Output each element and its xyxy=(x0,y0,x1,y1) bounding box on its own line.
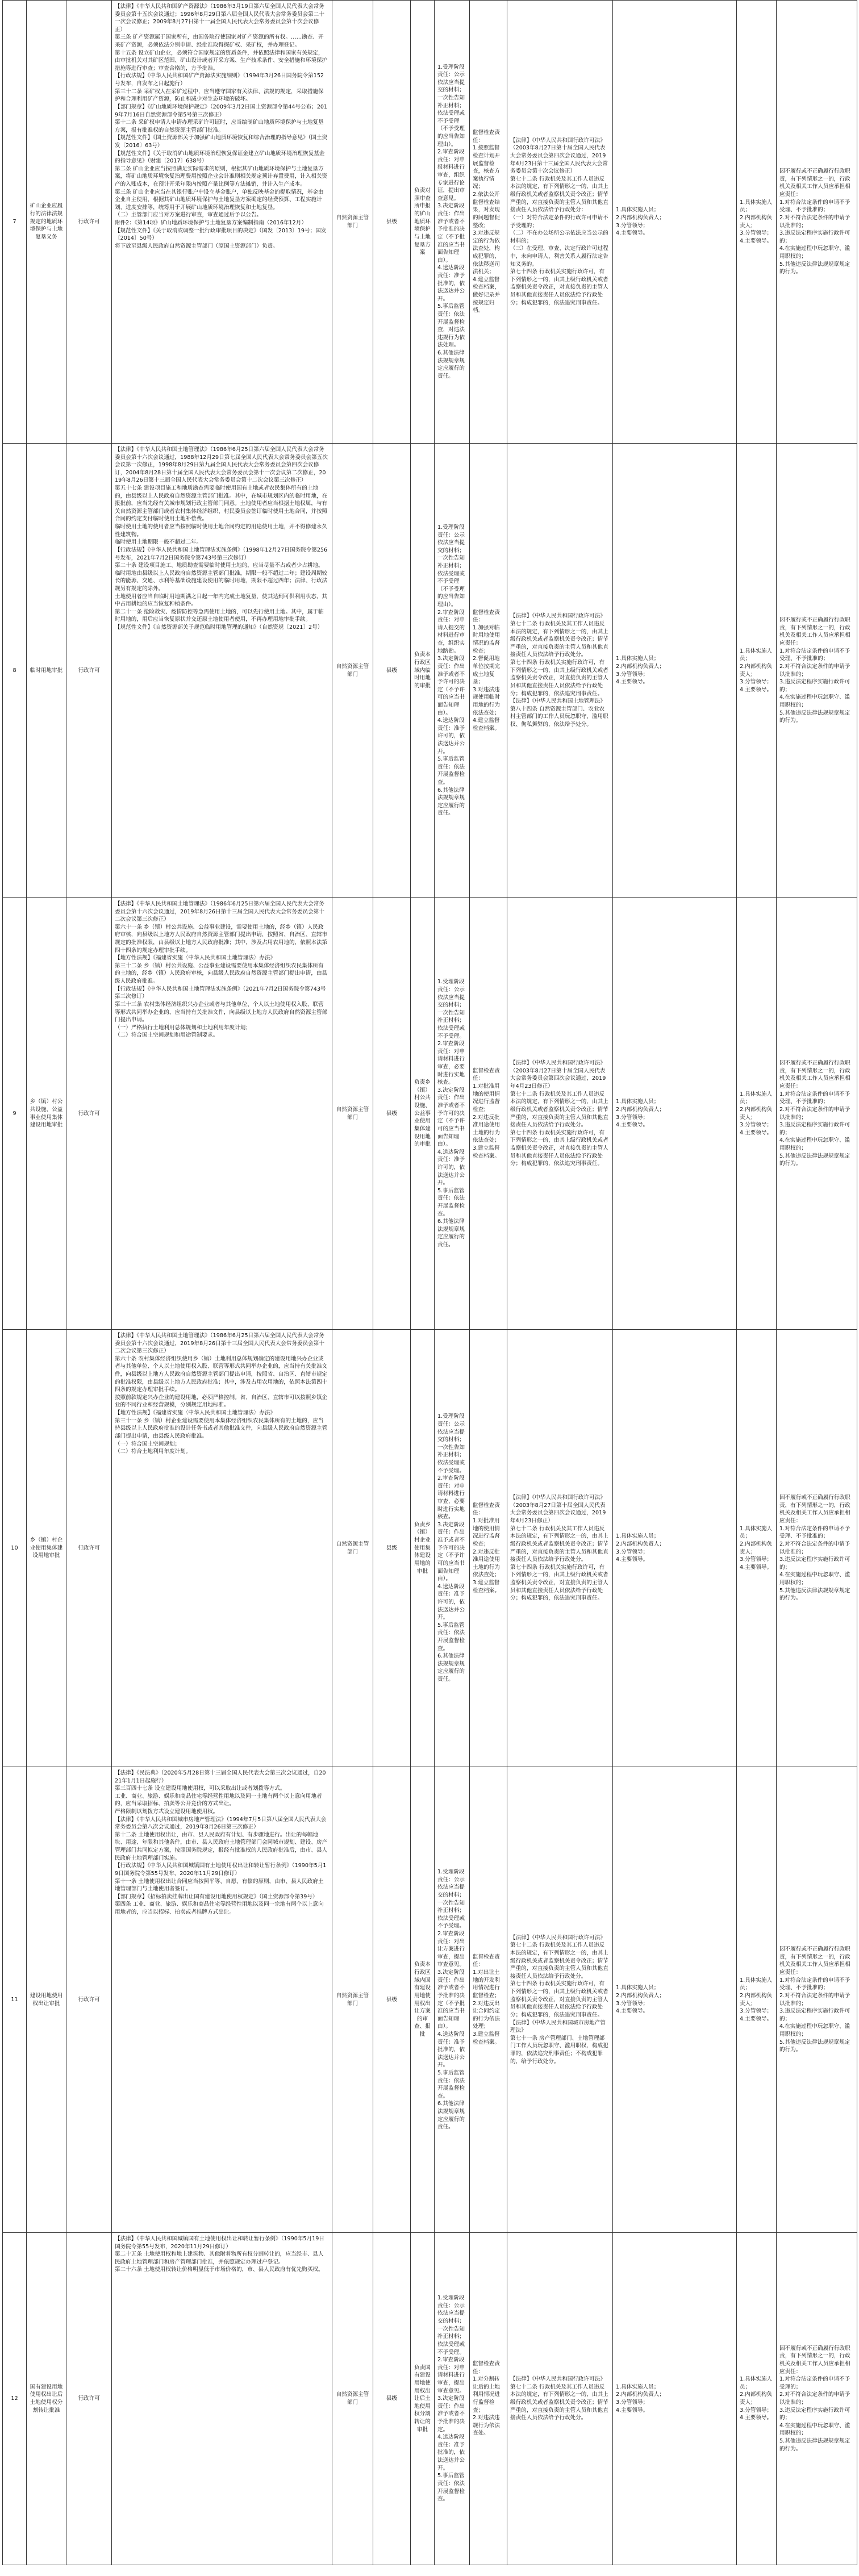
responsibility-content: 1.受理阶段责任：公示依法应当提交的材料；一次性告知补正材料；依法受理或不予受理（不予受理的应当告知理由）。 2.审查阶段责任：对申报材料进行审查，组织专家进行论证，提出审查意见。 3.决定阶段责任：作出准予或者不予批准的决定（不予批准的应当书面告知理由）。 4.送达阶段责任：准予批准的，依法送达并公开。 5.事后监管责任：依法开展监督检查，对违法违规行为依法处理。 6.其他法律法规规章规定应履行的责任。 xyxy=(435,1,470,444)
responsible-level: 县级 xyxy=(373,2233,411,2565)
supervision-duty: 监督检查责任： 1.对分割转让后的土地利用情况进行监督检查； 2.对违法违规行为依法查处。 xyxy=(470,2233,507,2565)
legal-basis: 【法律】《中华人民共和国矿产资源法》（1986年3月19日第六届全国人民代表大会常务委员会第十五次会议通过；1996年8月29日第八届全国人民代表大会常务委员会第二十一次会议修正；2009年8月27日第十一届全国人民代表大会常务委员会第十次会议修正） 第三条 矿产资源属于国家所有，由国务院行使国家对矿产资源的所有权。……勘查、开采矿产资源，必须依法分别申请、经批准取得探矿权、采矿权，并办理登记。 第十五条 设立矿山企业，必须符合国家规定的资质条件，并依照法律和国家有关规定，由审批机关对其矿区范围、矿山设计或者开采方案、生产技术条件、安全措施和环境保护措施等进行审查；审查合格的，方予批准。 【行政法规】《中华人民共和国矿产资源法实施细则》（1994年3月26日国务院令第152号发布，自发布之日起施行） 第三十二条 采矿权人在采矿过程中，应当遵守国家有关法律、法规的规定，采取措施保护和合理利用矿产资源，防止和减少对生态环境的破坏。 【部门规章】《矿山地质环境保护规定》（2009年3月2日国土资源部令第44号公布；2019年7月16日自然资源部令第5号第三次修正） 第十二条 采矿权申请人申请办理采矿许可证时，应当编制矿山地质环境保护与土地复垦方案，报有批准权的自然资源主管部门批准。 【规范性文件】《国土资源部关于加强矿山地质环境恢复和综合治理的指导意见》（国土资发〔2016〕63号） 【规范性文件】《关于取消矿山地质环境治理恢复保证金建立矿山地质环境治理恢复基金的指导意见》（财建〔2017〕638号） 第二条 矿山企业应当按照满足实际需求的原则，根据其矿山地质环境保护与土地复垦方案，将矿山地质环境恢复治理费用按照企业会计准则相关规定预计弃置费用，计入相关资产的入账成本，在预计开采年限内按照产量比例等方法摊销，并计入生产成本。 第三条 矿山企业应当在其银行账户中设立基金账户，单独反映基金的提取情况，基金由企业自主使用，根据其矿山地质环境保护与土地复垦方案确定的经费预算、工程实施计划、进度安排等，统筹用于开展矿山地质环境治理恢复和土地复垦。 （二）主管部门应当对方案进行审查，审查通过后予以公告。 附件2：《第14项》矿山地质环境保护与土地复垦方案编制指南（2016年12月） 【规范性文件】《关于取消或调整一批行政审批项目的决定》（国发〔2013〕19号；国发〔2014〕50号） 将下放至县级人民政府自然资源主管部门（原国土资源部门）负责。 xyxy=(112,1,332,444)
consequence: 因不履行或不正确履行行政职责，有下列情形之一的，行政机关及相关工作人员应承担相应责任： 1.对符合法定条件的申请不予受理、不予批准的； 2.对不符合法定条件的申请予以批准的； 3.违反法定程序实施行政许可的； 4.在实施过程中玩忽职守、滥用职权的； 5.其他违反法律法规规章规定的行为。 xyxy=(777,1,857,444)
consequence: 因不履行或不正确履行行政职责，有下列情形之一的，行政机关及相关工作人员应承担相应责任： 1.对符合法定条件的申请不予受理、不予批准的； 2.对不符合法定条件的申请予以批准的； 3.违反法定程序实施行政许可的； 4.在实施过程中玩忽职守、滥用职权的； 5.其他违反法律法规规章规定的行为。 xyxy=(777,898,857,1330)
responsible-persons: 1.具体实施人员； 2.内部机构负责人； 3.分管领导； 4.主要领导。 xyxy=(737,1330,777,1767)
remedy: 1.具体实施人员； 2.内部机构负责人； 3.分管领导； 4.主要领导。 xyxy=(613,1767,737,2233)
responsible-persons: 1.具体实施人员； 2.内部机构负责人； 3.分管领导； 4.主要领导。 xyxy=(737,1767,777,2233)
responsible-subject: 自然资源主管部门 xyxy=(332,2233,373,2565)
accountability-basis: 【法律】《中华人民共和国行政许可法》（2003年8月27日第十届全国人民代表大会常务委员会第四次会议通过，2019年4月23日修正） 第七十二条 行政机关及其工作人员违反本法的规定，有下列情形之一的，由其上级行政机关或者监察机关责令改正；情节严重的，对直接负责的主管人员和其他直接责任人员依法给予行政处分。 第七十四条 行政机关实施行政许可，有下列情形之一的，由其上级行政机关或者监察机关责令改正，对直接负责的主管人员和其他直接责任人员依法给予行政处分；构成犯罪的，依法追究刑事责任。 xyxy=(507,1330,613,1767)
legal-basis: 【法律】《中华人民共和国土地管理法》（1986年6月25日第六届全国人民代表大会常务委员会第十六次会议通过，2019年8月26日第十三届全国人民代表大会常务委员会第十二次会议第三次修正） 第六十一条 乡（镇）村公共设施、公益事业建设，需要使用土地的，经乡（镇）人民政府审核，向县级以上地方人民政府自然资源主管部门提出申请，按照省、自治区、直辖市规定的批准权限，由县级以上地方人民政府批准；其中，涉及占用农用地的，依照本法第四十四条的规定办理审批手续。 【地方性法规】《福建省实施〈中华人民共和国土地管理法〉办法》 第三十二条 乡（镇）村公共设施、公益事业建设需要使用本集体经济组织农民集体所有的土地的，经乡（镇）人民政府审核，向县级人民政府自然资源主管部门提出申请，由县级人民政府批准。 【行政法规】《中华人民共和国土地管理法实施条例》（2021年7月2日国务院令第743号第三次修订） 第三十三条 农村集体经济组织兴办企业或者与其他单位、个人以土地使用权入股、联营等形式共同举办企业的，应当持有关批准文件，向县级以上地方人民政府自然资源主管部门提出申请。 （一）严格执行土地利用总体规划和土地利用年度计划； （二）符合国土空间规划和用途管制要求。 xyxy=(112,898,332,1330)
remedy: 1.具体实施人员； 2.内部机构负责人； 3.分管领导； 4.主要领导。 xyxy=(613,898,737,1330)
accountability-basis: 【法律】《中华人民共和国行政许可法》（2003年8月27日第十届全国人民代表大会常务委员会第四次会议通过，2019年4月23日第十三届全国人民代表大会常务委员会第十次会议修正） 第七十二条 行政机关及其工作人员违反本法的规定，有下列情形之一的，由其上级行政机关或者监察机关责令改正；情节严重的，对直接负责的主管人员和其他直接责任人员依法给予行政处分： （一）对符合法定条件的行政许可申请不予受理的； （二）不在办公场所公示依法应当公示的材料的； （三）在受理、审查、决定行政许可过程中，未向申请人、利害关系人履行法定告知义务的。 第七十四条 行政机关实施行政许可，有下列情形之一的，由其上级行政机关或者监察机关责令改正，对直接负责的主管人员和其他直接责任人员依法给予行政处分；构成犯罪的，依法追究刑事责任。 xyxy=(507,1,613,444)
legal-basis: 【法律】《中华人民共和国土地管理法》（1986年6月25日第六届全国人民代表大会常务委员会第十六次会议通过，1988年12月29日第七届全国人民代表大会常务委员会第五次会议第一次修正，1998年8月29日第九届全国人民代表大会常务委员会第四次会议修订，2004年8月28日第十届全国人民代表大会常务委员会第十一次会议第二次修正，2019年8月26日第十三届全国人民代表大会常务委员会第十二次会议第三次修正） 第五十七条 建设项目施工和地质勘查需要临时使用国有土地或者农民集体所有的土地的，由县级以上人民政府自然资源主管部门批准。其中，在城市规划区内的临时用地，在报批前，应当先经有关城市规划行政主管部门同意。土地使用者应当根据土地权属，与有关自然资源主管部门或者农村集体经济组织、村民委员会签订临时使用土地合同，并按照合同的约定支付临时使用土地补偿费。 临时使用土地的使用者应当按照临时使用土地合同约定的用途使用土地，并不得修建永久性建筑物。 临时使用土地期限一般不超过二年。 【行政法规】《中华人民共和国土地管理法实施条例》（1998年12月27日国务院令第256号发布，2021年7月2日国务院令第743号第三次修订） 第二十条 建设项目施工、地质勘查需要临时使用土地的，应当尽量不占或者少占耕地。 临时用地由县级以上人民政府自然资源主管部门批准，期限一般不超过二年；建设周期较长的能源、交通、水利等基础设施建设使用的临时用地，期限不超过四年；法律、行政法规另有规定的除外。 土地使用者应当自临时用地期满之日起一年内完成土地复垦，使其达到可供利用状态，其中占用耕地的应当恢复种植条件。 第二十一条 抢险救灾、疫情防控等急需使用土地的，可以先行使用土地。其中，属于临时用地的，用后应当恢复原状并交还原土地使用者使用，不再办理用地审批手续。 【规范性文件】《自然资源部关于规范临时用地管理的通知》（自然资规〔2021〕2号） xyxy=(112,444,332,898)
remedy: 1.具体实施人员； 2.内部机构负责人； 3.分管领导； 4.主要领导。 xyxy=(613,1330,737,1767)
remedy: 1.具体实施人员； 2.内部机构负责人； 3.分管领导； 4.主要领导。 xyxy=(613,444,737,898)
table-row xyxy=(3,1330,857,1767)
table-row xyxy=(3,1,857,444)
responsibility-content: 1.受理阶段责任：公示依法应当提交的材料；一次性告知补正材料；依法受理或不予受理。 2.审查阶段责任：对申请材料进行审查，必要时进行实地核查。 3.决定阶段责任：作出准予或者不予许可的决定（不予许可的应当书面告知理由）。 4.送达阶段责任：准予许可的，依法送达并公开。 5.事后监管责任：依法开展监督检查。 6.其他法律法规规章规定应履行的责任。 xyxy=(435,1330,470,1767)
responsible-level: 县级 xyxy=(373,1330,411,1767)
item-category: 行政许可 xyxy=(66,444,112,898)
item-category: 行政许可 xyxy=(66,1330,112,1767)
row-number: 7 xyxy=(3,1,27,444)
accountability-basis: 【法律】《中华人民共和国行政许可法》 第七十二条 行政机关及其工作人员违反本法的规定，有下列情形之一的，由其上级行政机关或者监察机关责令改正；情节严重的，对直接负责的主管人员和其他直接责任人员依法给予行政处分。 xyxy=(507,2233,613,2565)
item-name: 乡（镇）村企业使用集体建设用地审批 xyxy=(27,1330,66,1767)
supervision-duty: 监督检查责任： 1.对批准用地的使用情况进行监督检查； 2.对违反批准用途使用土地的行为依法查处； 3.建立监督检查档案。 xyxy=(470,898,507,1330)
item-name: 国有建设用地使用权出让后土地使用权分割转让批准 xyxy=(27,2233,66,2565)
responsible-level: 县级 xyxy=(373,898,411,1330)
accountability-basis: 【法律】《中华人民共和国行政许可法》（2003年8月27日第十届全国人民代表大会常务委员会第四次会议通过，2019年4月23日修正） 第七十二条 行政机关及其工作人员违反本法的规定，有下列情形之一的，由其上级行政机关或者监察机关责令改正；情节严重的，对直接负责的主管人员和其他直接责任人员依法给予行政处分。 第七十四条 行政机关实施行政许可，有下列情形之一的，由其上级行政机关或者监察机关责令改正，对直接负责的主管人员和其他直接责任人员依法给予行政处分；构成犯罪的，依法追究刑事责任。 xyxy=(507,898,613,1330)
responsible-subject: 自然资源主管部门 xyxy=(332,1767,373,2233)
responsible-subject: 自然资源主管部门 xyxy=(332,1330,373,1767)
responsible-subject: 自然资源主管部门 xyxy=(332,444,373,898)
responsible-target: 负责对照审查所申报的矿山地质环境保护与土地复垦方案 xyxy=(411,1,435,444)
responsible-target: 负责乡（镇）村公共设施、公益事业使用集体建设用地的审批 xyxy=(411,898,435,1330)
row-number: 8 xyxy=(3,444,27,898)
legal-basis: 【法律】《中华人民共和国土地管理法》（1986年6月25日第六届全国人民代表大会常务委员会第十六次会议通过，2019年8月26日第十三届全国人民代表大会常务委员会第十二次会议第三次修正） 第六十条 农村集体经济组织使用乡（镇）土地利用总体规划确定的建设用地兴办企业或者与其他单位、个人以土地使用权入股、联营等形式共同举办企业的，应当持有关批准文件，向县级以上地方人民政府自然资源主管部门提出申请，按照省、自治区、直辖市规定的批准权限，由县级以上地方人民政府批准；其中，涉及占用农用地的，依照本法第四十四条的规定办理审批手续。 按照前款规定兴办企业的建设用地，必须严格控制。省、自治区、直辖市可以按照乡镇企业的不同行业和经营规模，分别规定用地标准。 【地方性法规】《福建省实施〈中华人民共和国土地管理法〉办法》 第三十一条 乡（镇）村企业建设需要使用本集体经济组织农民集体所有的土地的，应当持县级以上人民政府批准的设计任务书或者其他批准文件，向县级人民政府自然资源主管部门提出申请，由县级人民政府批准。 （一）符合国土空间规划； （二）符合土地利用年度计划。 xyxy=(112,1330,332,1767)
supervision-duty: 监督检查责任： 1.按照监督检查计划开展监督检查，核查方案执行情况； 2.依法公开监督检查结果，对发现的问题督促整改； 3.对违反规定的行为依法查处，构成犯罪的，依法移送司法机关； 4.建立监督检查档案，做好记录并按规定归档。 xyxy=(470,1,507,444)
responsible-target: 负责本行政区域内国有建设用地使用权出让方案的审查、报批 xyxy=(411,1767,435,2233)
responsible-persons: 1.具体实施人员； 2.内部机构负责人； 3.分管领导； 4.主要领导。 xyxy=(737,898,777,1330)
row-number: 9 xyxy=(3,898,27,1330)
responsible-target: 负责国有建设用地使用权出让后土地使用权分割转让的审批 xyxy=(411,2233,435,2565)
accountability-basis: 【法律】《中华人民共和国行政许可法》 第七十二条 行政机关及其工作人员违反本法的规定，有下列情形之一的，由其上级行政机关或者监察机关责令改正；情节严重的，对直接负责的主管人员和其他直接责任人员依法给予行政处分。 第七十四条 行政机关实施行政许可，有下列情形之一的，由其上级行政机关或者监察机关责令改正，对直接负责的主管人员和其他直接责任人员依法给予行政处分；构成犯罪的，依法追究刑事责任。 【法律】《中华人民共和国土地管理法》 第八十四条 自然资源主管部门、农业农村主管部门的工作人员玩忽职守、滥用职权、徇私舞弊的，依法给予处分。 xyxy=(507,444,613,898)
table-row xyxy=(3,1767,857,2233)
item-category: 行政许可 xyxy=(66,898,112,1330)
item-category: 行政许可 xyxy=(66,1,112,444)
consequence: 因不履行或不正确履行行政职责，有下列情形之一的，行政机关及相关工作人员应承担相应责任： 1.对符合法定条件的申请不予受理、不予批准的； 2.对不符合法定条件的申请予以批准的； 3.违反法定程序实施行政许可的； 4.在实施过程中玩忽职守、滥用职权的； 5.其他违反法律法规规章规定的行为。 xyxy=(777,444,857,898)
responsible-persons: 1.具体实施人员； 2.内部机构负责人； 3.分管领导； 4.主要领导。 xyxy=(737,1,777,444)
responsible-subject: 自然资源主管部门 xyxy=(332,1,373,444)
item-name: 乡（镇）村公共设施、公益事业使用集体建设用地审批 xyxy=(27,898,66,1330)
item-category: 行政许可 xyxy=(66,1767,112,2233)
responsibility-content: 1.受理阶段责任：公示依法应当提交的材料；一次性告知补正材料；依法受理或不予受理（不予受理的应当告知理由）。 2.审查阶段责任：对申请人提交的材料进行审查，组织实地踏勘。 3.决定阶段责任：作出准予或者不予许可的决定（不予许可的应当书面告知理由）。 4.送达阶段责任：准予许可的，依法送达并公开。 5.事后监管责任：依法开展监督检查。 6.其他法律法规规章规定应履行的责任。 xyxy=(435,444,470,898)
item-category: 行政许可 xyxy=(66,2233,112,2565)
row-number: 11 xyxy=(3,1767,27,2233)
legal-basis: 【法律】《中华人民共和国城镇国有土地使用权出让和转让暂行条例》（1990年5月19日国务院令第55号发布，2020年11月29日修订） 第二十五条 土地使用权和地上建筑物、其他附着物所有权分割转让的，应当经市、县人民政府土地管理部门和房产管理部门批准，并依照规定办理过户登记。 第二十六条 土地使用权转让价格明显低于市场价格的，市、县人民政府有优先购买权。 xyxy=(112,2233,332,2565)
item-name: 矿山企业应履行的法律法规规定的地质环境保护与土地复垦义务 xyxy=(27,1,66,444)
item-name: 建设用地使用权出让审批 xyxy=(27,1767,66,2233)
table-row xyxy=(3,2233,857,2565)
consequence: 因不履行或不正确履行行政职责，有下列情形之一的，行政机关及相关工作人员应承担相应责任： 1.对符合法定条件的申请不予受理的； 2.对不符合法定条件的申请予以批准的； 3.违反法定程序实施行政许可的； 4.在实施过程中玩忽职守、滥用职权的； 5.其他违反法律法规规章规定的行为。 xyxy=(777,2233,857,2565)
consequence: 因不履行或不正确履行行政职责，有下列情形之一的，行政机关及相关工作人员应承担相应责任： 1.对符合法定条件的申请不予受理、不予批准的； 2.对不符合法定条件的申请予以批准的； 3.违反法定程序实施行政许可的； 4.在实施过程中玩忽职守、滥用职权的； 5.其他违反法律法规规章规定的行为。 xyxy=(777,1767,857,2233)
supervision-duty: 监督检查责任： 1.加强对临时用地使用情况的监督检查； 2.督促用地单位按期完成土地复垦； 3.对违法违规使用临时用地的行为依法查处； 4.建立监督检查档案。 xyxy=(470,444,507,898)
responsible-level: 县级 xyxy=(373,1,411,444)
table-row xyxy=(3,444,857,898)
row-number: 12 xyxy=(3,2233,27,2565)
responsible-level: 县级 xyxy=(373,444,411,898)
responsible-persons: 1.具体实施人员； 2.内部机构负责人； 3.分管领导； 4.主要领导。 xyxy=(737,444,777,898)
responsible-level: 县级 xyxy=(373,1767,411,2233)
supervision-duty: 监督检查责任： 1.对批准用地的使用情况进行监督检查； 2.对违反批准用途使用土地的行为依法查处； 3.建立监督检查档案。 xyxy=(470,1330,507,1767)
responsibility-table xyxy=(2,0,857,2565)
responsibility-content: 1.受理阶段责任：公示依法应当提交的材料；一次性告知补正材料；依法受理或不予受理。 2.审查阶段责任：对申请材料进行审查，必要时进行实地核查。 3.决定阶段责任：作出准予或者不予许可的决定（不予许可的应当书面告知理由）。 4.送达阶段责任：准予许可的，依法送达并公开。 5.事后监管责任：依法开展监督检查。 6.其他法律法规规章规定应履行的责任。 xyxy=(435,898,470,1330)
responsible-target: 负责本行政区域内临时用地的审批 xyxy=(411,444,435,898)
remedy: 1.具体实施人员； 2.内部机构负责人； 3.分管领导； 4.主要领导。 xyxy=(613,1,737,444)
item-name: 临时用地审批 xyxy=(27,444,66,898)
consequence: 因不履行或不正确履行行政职责，有下列情形之一的，行政机关及相关工作人员应承担相应责任： 1.对符合法定条件的申请不予受理、不予批准的； 2.对不符合法定条件的申请予以批准的； 3.违反法定程序实施行政许可的； 4.在实施过程中玩忽职守、滥用职权的； 5.其他违反法律法规规章规定的行为。 xyxy=(777,1330,857,1767)
responsible-target: 负责乡（镇）村企业使用集体建设用地的审批 xyxy=(411,1330,435,1767)
responsible-persons: 1.具体实施人员； 2.内部机构负责人； 3.分管领导； 4.主要领导。 xyxy=(737,2233,777,2565)
responsible-subject: 自然资源主管部门 xyxy=(332,898,373,1330)
accountability-basis: 【法律】《中华人民共和国行政许可法》 第七十二条 行政机关及其工作人员违反本法的规定，有下列情形之一的，由其上级行政机关或者监察机关责令改正；情节严重的，对直接负责的主管人员和其他直接责任人员依法给予行政处分。 第七十四条 行政机关实施行政许可，有下列情形之一的，由其上级行政机关或者监察机关责令改正，对直接负责的主管人员和其他直接责任人员依法给予行政处分；构成犯罪的，依法追究刑事责任。 【法律】《中华人民共和国城市房地产管理法》 第七十一条 房产管理部门、土地管理部门工作人员玩忽职守、滥用职权，构成犯罪的，依法追究刑事责任；不构成犯罪的，给予行政处分。 xyxy=(507,1767,613,2233)
table-row xyxy=(3,898,857,1330)
responsibility-content: 1.受理阶段责任：公示依法应当提交的材料；一次性告知补正材料；依法受理或不予受理。 2.审查阶段责任：对申请材料进行审查，提出审查意见。 3.决定阶段责任：作出准予或者不予批准的决定。 4.送达阶段责任：准予批准的，依法送达并公开。 5.事后监管责任：依法开展监督检查。 xyxy=(435,2233,470,2565)
remedy: 1.具体实施人员； 2.内部机构负责人； 3.分管领导； 4.主要领导。 xyxy=(613,2233,737,2565)
supervision-duty: 监督检查责任： 1.对出让土地的开发利用情况进行监督检查； 2.对违反出让合同约定的行为依法处理； 3.建立监督检查档案。 xyxy=(470,1767,507,2233)
responsibility-content: 1.受理阶段责任：公示依法应当提交的材料；一次性告知补正材料；依法受理或不予受理。 2.审查阶段责任：对出让方案进行审查，提出审查意见。 3.决定阶段责任：作出准予或者不予批准的决定（不予批准的应当书面告知理由）。 4.送达阶段责任：准予批准的，依法送达并公开。 5.事后监管责任：依法开展监督检查。 6.其他法律法规规章规定应履行的责任。 xyxy=(435,1767,470,2233)
legal-basis: 【法律】《民法典》（2020年5月28日第十三届全国人民代表大会第三次会议通过，自2021年1月1日起施行） 第三百四十七条 设立建设用地使用权，可以采取出让或者划拨等方式。 工业、商业、旅游、娱乐和商品住宅等经营性用地以及同一土地有两个以上意向用地者的，应当采取招标、拍卖等公开竞价的方式出让。 严格限制以划拨方式设立建设用地使用权。 【法律】《中华人民共和国城市房地产管理法》（1994年7月5日第八届全国人民代表大会常务委员会第八次会议通过，2019年8月26日第三次修正） 第十二条 土地使用权出让，由市、县人民政府有计划、有步骤地进行。出让的每幅地块、用途、年限和其他条件，由市、县人民政府土地管理部门会同城市规划、建设、房产管理部门共同拟定方案，按照国务院规定，报经有批准权的人民政府批准后，由市、县人民政府土地管理部门实施。 【行政法规】《中华人民共和国城镇国有土地使用权出让和转让暂行条例》（1990年5月19日国务院令第55号发布，2020年11月29日修订） 第十一条 土地使用权出让合同应当按照平等、自愿、有偿的原则，由市、县人民政府土地管理部门与土地使用者签订。 【部门规章】《招标拍卖挂牌出让国有建设用地使用权规定》（国土资源部令第39号） 第四条 工业、商业、旅游、娱乐和商品住宅等经营性用地以及同一宗地有两个以上意向用地者的，应当以招标、拍卖或者挂牌方式出让。 xyxy=(112,1767,332,2233)
row-number: 10 xyxy=(3,1330,27,1767)
